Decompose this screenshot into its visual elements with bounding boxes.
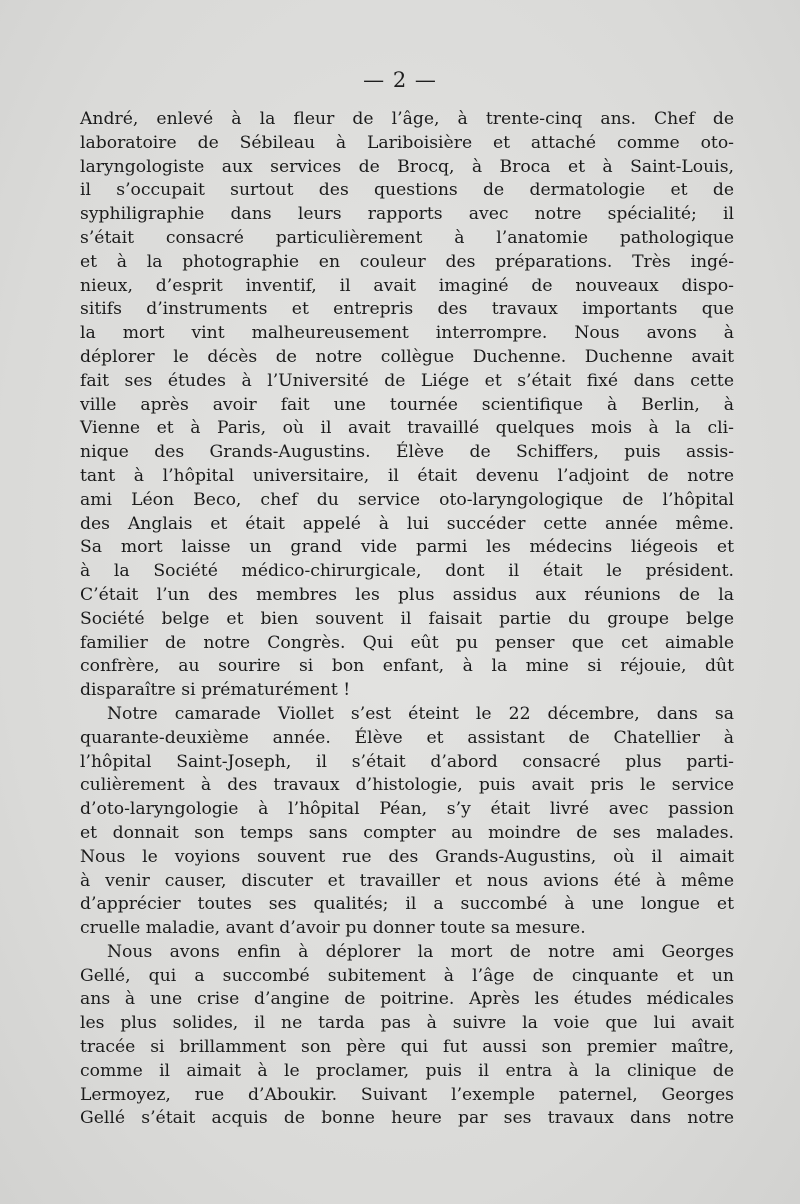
text-line: Gellé, qui a succombé subitement à l’âge de cinquante et un (80, 965, 734, 986)
text-line: tracée si brillamment son père qui fut aussi son premier maître, (80, 1037, 734, 1058)
text-line: syphiligraphie dans leurs rapports avec notre spécialité; il (80, 204, 734, 225)
text-line: Vienne et à Paris, où il avait travaillé quelques mois à la cli- (80, 418, 734, 439)
text-line: familier de notre Congrès. Qui eût pu penser que cet aimable (80, 632, 734, 653)
text-line: cruelle maladie, avant d’avoir pu donner toute sa mesure. (80, 918, 586, 939)
text-line: s’était consacré particulièrement à l’anatomie pathologique (80, 227, 734, 248)
text-line: Notre camarade Viollet s’est éteint le 22 décembre, dans sa (107, 703, 734, 724)
text-line: tant à l’hôpital universitaire, il était devenu l’adjoint de notre (80, 465, 734, 486)
text-line: quarante-deuxième année. Élève et assistant de Chatellier à (80, 727, 734, 748)
text-line: et donnait son temps sans compter au moindre de ses malades. (80, 822, 734, 843)
text-line: comme il aimait à le proclamer, puis il entra à la clinique de (80, 1060, 734, 1081)
text-line: d’apprécier toutes ses qualités; il a succombé à une longue et (80, 894, 734, 915)
text-line: C’était l’un des membres les plus assidus aux réunions de la (80, 584, 734, 605)
text-line: disparaître si prématurément ! (80, 680, 351, 701)
text-line: laboratoire de Sébileau à Lariboisière et attaché comme oto- (80, 132, 734, 153)
text-line: Nous le voyions souvent rue des Grands-Augustins, où il aimait (80, 846, 734, 867)
text-line: laryngologiste aux services de Brocq, à Broca et à Saint-Louis, (80, 156, 734, 177)
text-line: d’oto-laryngologie à l’hôpital Péan, s’y était livré avec passion (80, 799, 734, 820)
text-line: ans à une crise d’angine de poitrine. Après les études médicales (80, 989, 734, 1010)
text-line: Nous avons enfin à déplorer la mort de notre ami Georges (107, 941, 734, 962)
text-line: ami Léon Beco, chef du service oto-laryngologique de l’hôpital (80, 489, 734, 510)
text-line: la mort vint malheureusement interrompre. Nous avons à (80, 323, 734, 344)
text-line: les plus solides, il ne tarda pas à suivre la voie que lui avait (80, 1013, 734, 1034)
text-line: Sa mort laisse un grand vide parmi les médecins liégeois et (80, 537, 734, 558)
text-line: nique des Grands-Augustins. Élève de Schiffers, puis assis- (80, 442, 734, 463)
text-line: Gellé s’était acquis de bonne heure par ses travaux dans notre (80, 1108, 734, 1129)
text-line: sitifs d’instruments et entrepris des travaux importants que (80, 299, 734, 320)
text-line: nieux, d’esprit inventif, il avait imaginé de nouveaux dispo- (80, 275, 734, 296)
text-line: culièrement à des travaux d’histologie, puis avait pris le service (80, 775, 734, 796)
text-line: déplorer le décès de notre collègue Duchenne. Duchenne avait (80, 346, 734, 367)
text-line: ville après avoir fait une tournée scientifique à Berlin, à (80, 394, 734, 415)
text-line: l’hôpital Saint-Joseph, il s’était d’abord consacré plus parti- (80, 751, 734, 772)
text-line: André, enlevé à la fleur de l’âge, à trente-cinq ans. Chef de (80, 109, 734, 129)
text-line: et à la photographie en couleur des préparations. Très ingé- (80, 251, 734, 272)
text-line: confrère, au sourire si bon enfant, à la mine si réjouie, dût (80, 656, 734, 677)
text-line: Société belge et bien souvent il faisait partie du groupe belge (80, 608, 734, 629)
text-line: à venir causer, discuter et travailler et nous avions été à même (80, 870, 734, 891)
page-number: — 2 — (363, 68, 437, 92)
body-text (80, 108, 734, 1131)
text-line: à la Société médico-chirurgicale, dont il était le président. (80, 561, 734, 582)
text-line: des Anglais et était appelé à lui succéder cette année même. (80, 513, 734, 534)
text-line: Lermoyez, rue d’Aboukir. Suivant l’exemple paternel, Georges (80, 1084, 734, 1105)
text-line: il s’occupait surtout des questions de dermatologie et de (80, 180, 734, 201)
text-line: fait ses études à l’Université de Liége et s’était fixé dans cette (80, 370, 734, 391)
